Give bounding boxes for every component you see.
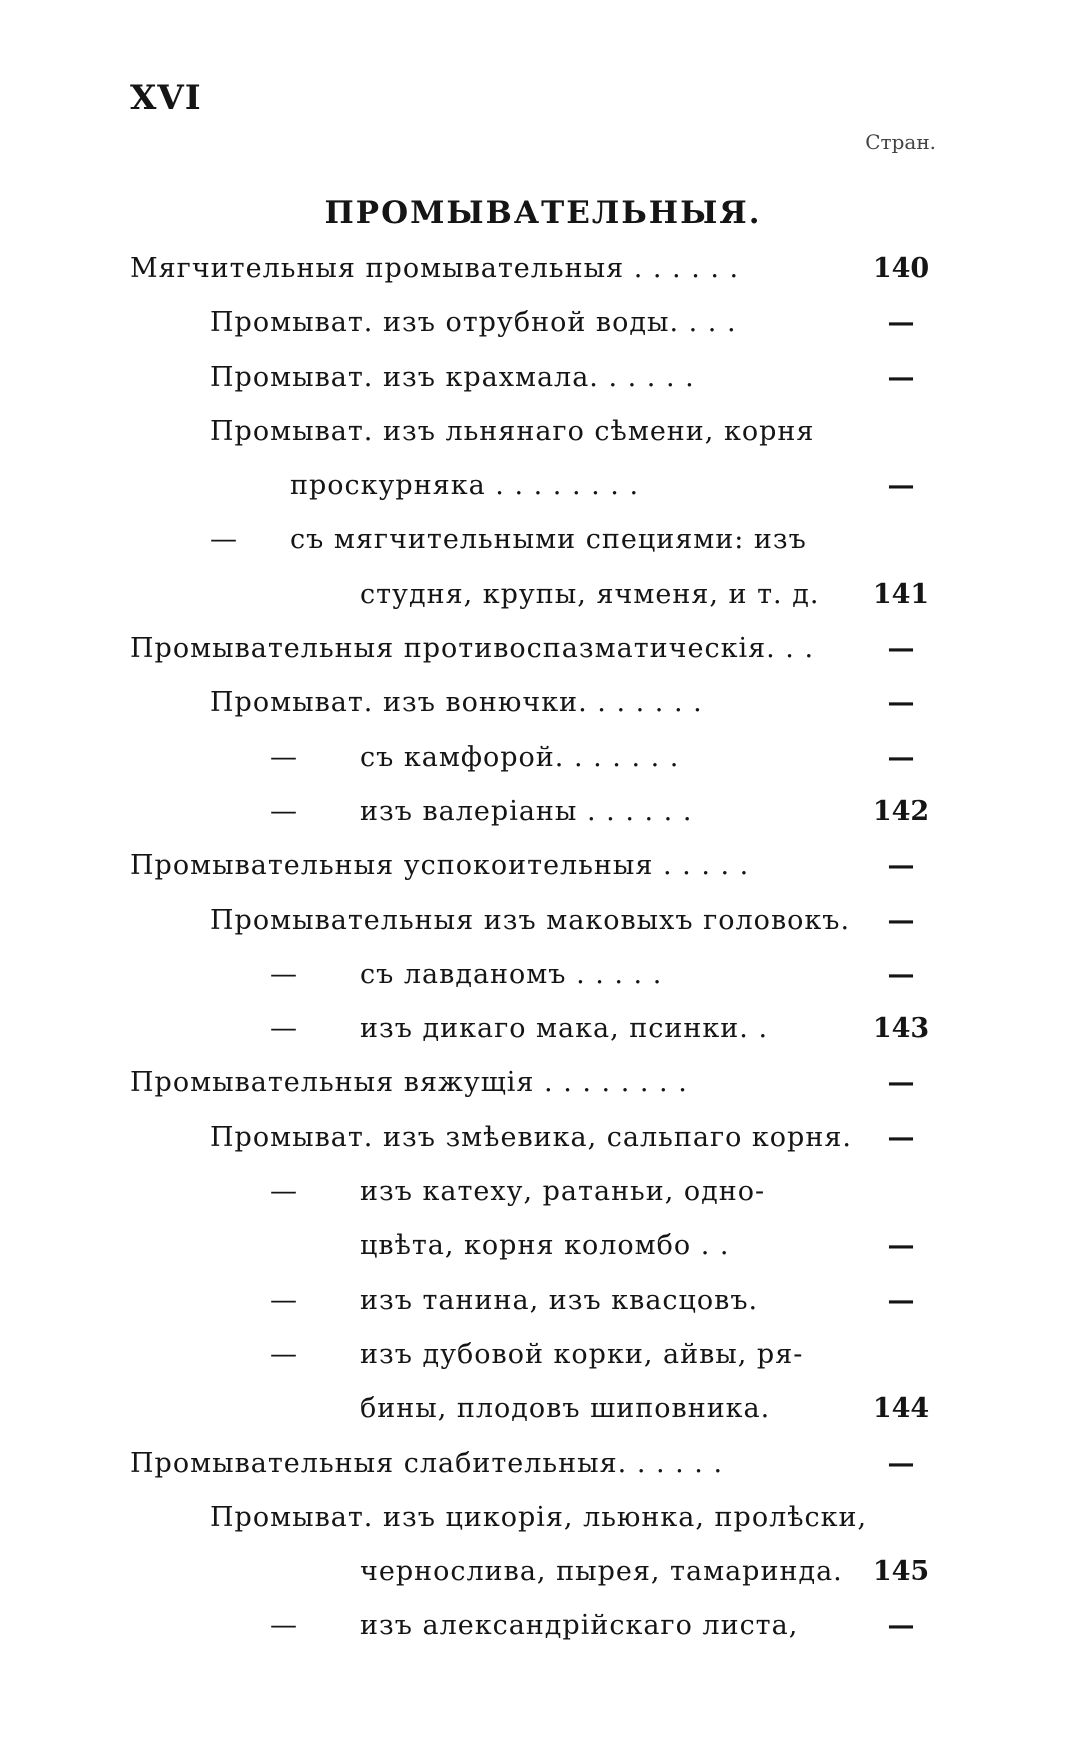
entry-text: изъ дубовой корки, айвы, ря- (360, 1338, 804, 1370)
entry-text: Промывательныя слабительныя. . . . . . (130, 1447, 724, 1479)
toc-entry (0, 351, 1086, 405)
entry-page: 145 (872, 1556, 930, 1588)
toc-entry (0, 1491, 1086, 1545)
entry-text: проскурняка . . . . . . . . (290, 470, 640, 502)
entry-page: — (887, 687, 915, 719)
entry-text: Промыват. изъ крахмала. . . . . . (210, 361, 695, 393)
toc-entry (0, 676, 1086, 730)
ditto-dash: — (270, 1610, 297, 1642)
entry-text: Промывательныя вяжущія . . . . . . . . (130, 1067, 688, 1099)
entry-text: студня, крупы, ячменя, и т. д. (360, 578, 820, 610)
entry-page: 140 (872, 253, 930, 284)
toc-entry-section (0, 839, 1086, 893)
entry-page: 144 (872, 1393, 930, 1425)
entry-page: — (887, 904, 915, 936)
toc-entry-dash (0, 785, 1086, 839)
toc-entry-dash (0, 948, 1086, 1002)
entry-text: Промыват. изъ отрубной воды. . . . (210, 307, 737, 339)
entry-text: Промыват. изъ вонючки. . . . . . . (210, 687, 703, 719)
entry-page: — (887, 1067, 915, 1099)
entry-text: Промыват. изъ льнянаго сѣмени, корня (210, 415, 815, 447)
toc-entry-dash (0, 513, 1086, 567)
toc-entry-continuation (0, 1545, 1086, 1599)
toc-entry-dash (0, 1328, 1086, 1382)
toc-entry-dash (0, 1002, 1086, 1056)
entry-text: Промыват. изъ цикорія, льюнка, пролѣски, (210, 1501, 868, 1533)
toc-entry (0, 296, 1086, 350)
entry-page: — (887, 850, 915, 882)
entry-page: 142 (872, 795, 930, 827)
toc-entry-section (0, 242, 1086, 296)
entry-page: — (887, 1610, 915, 1642)
entry-page: — (887, 741, 915, 773)
entry-text: Промывательныя противоспазматическія. . . (130, 633, 815, 665)
toc-entry-dash (0, 1165, 1086, 1219)
section-title: ПРОМЫВАТЕЛЬНЫЯ. (324, 195, 762, 231)
table-of-contents (0, 242, 1086, 1654)
toc-entry-continuation (0, 568, 1086, 622)
entry-text: Промыват. изъ змѣевика, сальпаго корня. (210, 1121, 852, 1153)
toc-entry (0, 405, 1086, 459)
entry-page: — (887, 1284, 915, 1316)
entry-text: бины, плодовъ шиповника. (360, 1393, 771, 1425)
page-column-label: Стран. (865, 130, 936, 154)
entry-page: 143 (872, 1013, 930, 1045)
entry-text: Промывательныя успокоительныя . . . . . (130, 850, 750, 882)
entry-text: изъ танина, изъ квасцовъ. (360, 1284, 759, 1316)
entry-text: Промывательныя изъ маковыхъ головокъ. (210, 904, 851, 936)
toc-entry-continuation (0, 1219, 1086, 1273)
ditto-dash: — (270, 741, 297, 773)
ditto-dash: — (270, 1013, 297, 1045)
entry-page: — (887, 470, 915, 502)
entry-page: — (887, 958, 915, 990)
entry-text: цвѣта, корня коломбо . . (360, 1230, 730, 1262)
toc-entry-section (0, 1056, 1086, 1110)
toc-entry-continuation (0, 459, 1086, 513)
ditto-dash: — (270, 1338, 297, 1370)
entry-page: — (887, 361, 915, 393)
toc-entry-dash (0, 1599, 1086, 1653)
entry-text: изъ дикаго мака, псинки. . (360, 1013, 769, 1045)
entry-page: — (887, 307, 915, 339)
ditto-dash: — (270, 1176, 297, 1208)
toc-entry-dash (0, 1274, 1086, 1328)
toc-entry-continuation (0, 1382, 1086, 1436)
entry-text: изъ валеріаны . . . . . . (360, 795, 693, 827)
entry-text: изъ александрійскаго листа, (360, 1610, 799, 1642)
entry-page: — (887, 1230, 915, 1262)
entry-page: — (887, 1447, 915, 1479)
entry-page: 141 (872, 578, 930, 610)
entry-text: съ лавданомъ . . . . . (360, 958, 663, 990)
toc-entry (0, 894, 1086, 948)
ditto-dash: — (270, 795, 297, 827)
entry-text: чернослива, пырея, тамаринда. (360, 1556, 843, 1588)
entry-text: Мягчительныя промывательныя . . . . . . (130, 253, 740, 284)
toc-entry-section (0, 1437, 1086, 1491)
toc-entry-dash (0, 731, 1086, 785)
entry-text: изъ катеху, ратаньи, одно- (360, 1176, 766, 1208)
ditto-dash: — (210, 524, 237, 556)
entry-page: — (887, 1121, 915, 1153)
entry-text: съ камфорой. . . . . . . (360, 741, 680, 773)
page-number: XVI (130, 78, 202, 118)
entry-page: — (887, 633, 915, 665)
toc-entry-section (0, 622, 1086, 676)
ditto-dash: — (270, 1284, 297, 1316)
ditto-dash: — (270, 958, 297, 990)
entry-text: съ мягчительными специями: изъ (290, 524, 807, 556)
toc-entry (0, 1111, 1086, 1165)
